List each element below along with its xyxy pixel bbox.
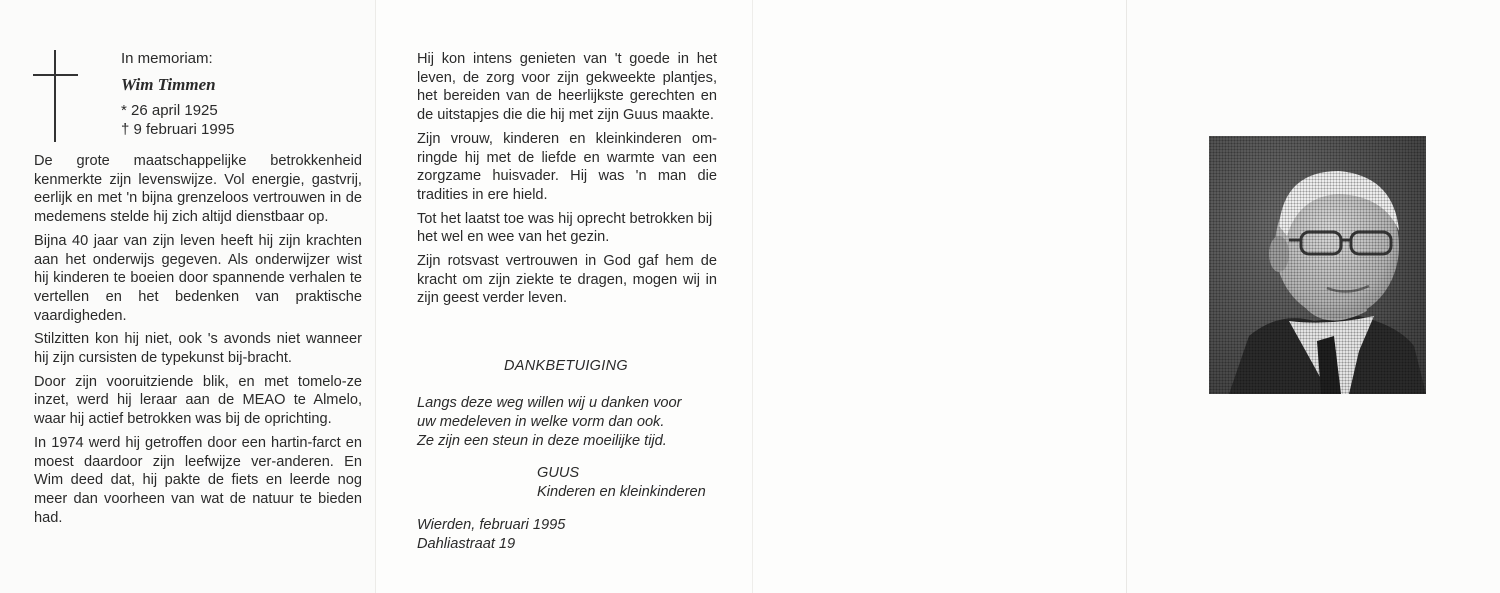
- card-panel-middle: [375, 0, 752, 593]
- tribute-paragraph: Tot het laatst toe was hij oprecht betrokken bij het wel en wee van het gezin.: [417, 210, 713, 246]
- biography-paragraph: In 1974 werd hij getroffen door een hartin-farct en moest daardoor zijn leefwijze ver-anderen. En Wim deed dat, hij pakte de fiets en leerde nog meer dan voorheen van wat de natuur te bieden had.: [34, 434, 362, 526]
- signature-name: GUUS: [537, 465, 580, 481]
- death-date: † 9 februari 1995: [121, 121, 235, 138]
- address-line: Dahliastraat 19: [417, 536, 516, 552]
- biography-paragraph: Bijna 40 jaar van zijn leven heeft hij zijn krachten aan het onderwijs gegeven. Als onderwijzer wist hij kinderen te boeien door spannende verhalen te vertellen en het bedenken van praktische vaardigheden.: [34, 232, 362, 324]
- cross-icon: [33, 50, 78, 142]
- thanks-message: [417, 394, 737, 451]
- portrait-illustration: [1209, 136, 1426, 394]
- card-panel-left: [0, 0, 375, 593]
- signature-family: Kinderen en kleinkinderen: [537, 484, 706, 500]
- thanks-title: DANKBETUIGING: [504, 358, 628, 374]
- card-panel-blank: [752, 0, 1126, 593]
- memoriam-header: [121, 49, 234, 139]
- tribute-paragraph: Zijn rotsvast vertrouwen in God gaf hem de kracht om zijn ziekte te dragen, mogen wij in zijn geest verder leven.: [417, 253, 717, 307]
- biography-text: [34, 152, 362, 532]
- tribute-text: [417, 50, 717, 313]
- signature: [537, 464, 706, 502]
- memoriam-label: In memoriam:: [121, 50, 213, 67]
- birth-date: * 26 april 1925: [121, 102, 218, 119]
- portrait-photo: [1209, 136, 1426, 394]
- place-date-line: Wierden, februari 1995: [417, 517, 566, 533]
- place-date: [417, 516, 565, 554]
- deceased-name: Wim Timmen: [121, 75, 216, 94]
- biography-paragraph: De grote maatschappelijke betrokkenheid kenmerkte zijn levenswijze. Vol energie, gastvrij, eerlijk en met 'n bijna grenzeloos vertrouwen in de medemens stelde hij zich altijd dienstbaar op.: [34, 153, 362, 226]
- tribute-paragraph: Hij kon intens genieten van 't goede in het leven, de zorg voor zijn gekweekte plantjes, het bereiden van de heerlijkste gerechten en de uitstapjes die die hij met zijn Guus maakte.: [417, 51, 717, 124]
- thanks-line: uw medeleven in welke vorm dan ook.: [417, 414, 665, 430]
- thanks-line: Ze zijn een steun in deze moeilijke tijd.: [417, 433, 667, 449]
- biography-paragraph: Stilzitten kon hij niet, ook 's avonds niet wanneer hij zijn cursisten de typekunst bij-bracht.: [34, 331, 362, 367]
- biography-paragraph: Door zijn vooruitziende blik, en met tomelo-ze inzet, werd hij leraar aan de MEAO te Almelo, waar hij actief betrokken was bij de oprichting.: [34, 373, 362, 428]
- thanks-line: Langs deze weg willen wij u danken voor: [417, 395, 682, 411]
- tribute-paragraph: Zijn vrouw, kinderen en kleinkinderen om-ringde hij met de liefde en warmte van een zorgzame huisvader. Hij was 'n man die tradities in ere hield.: [417, 130, 717, 203]
- card-panel-right: [1126, 0, 1500, 593]
